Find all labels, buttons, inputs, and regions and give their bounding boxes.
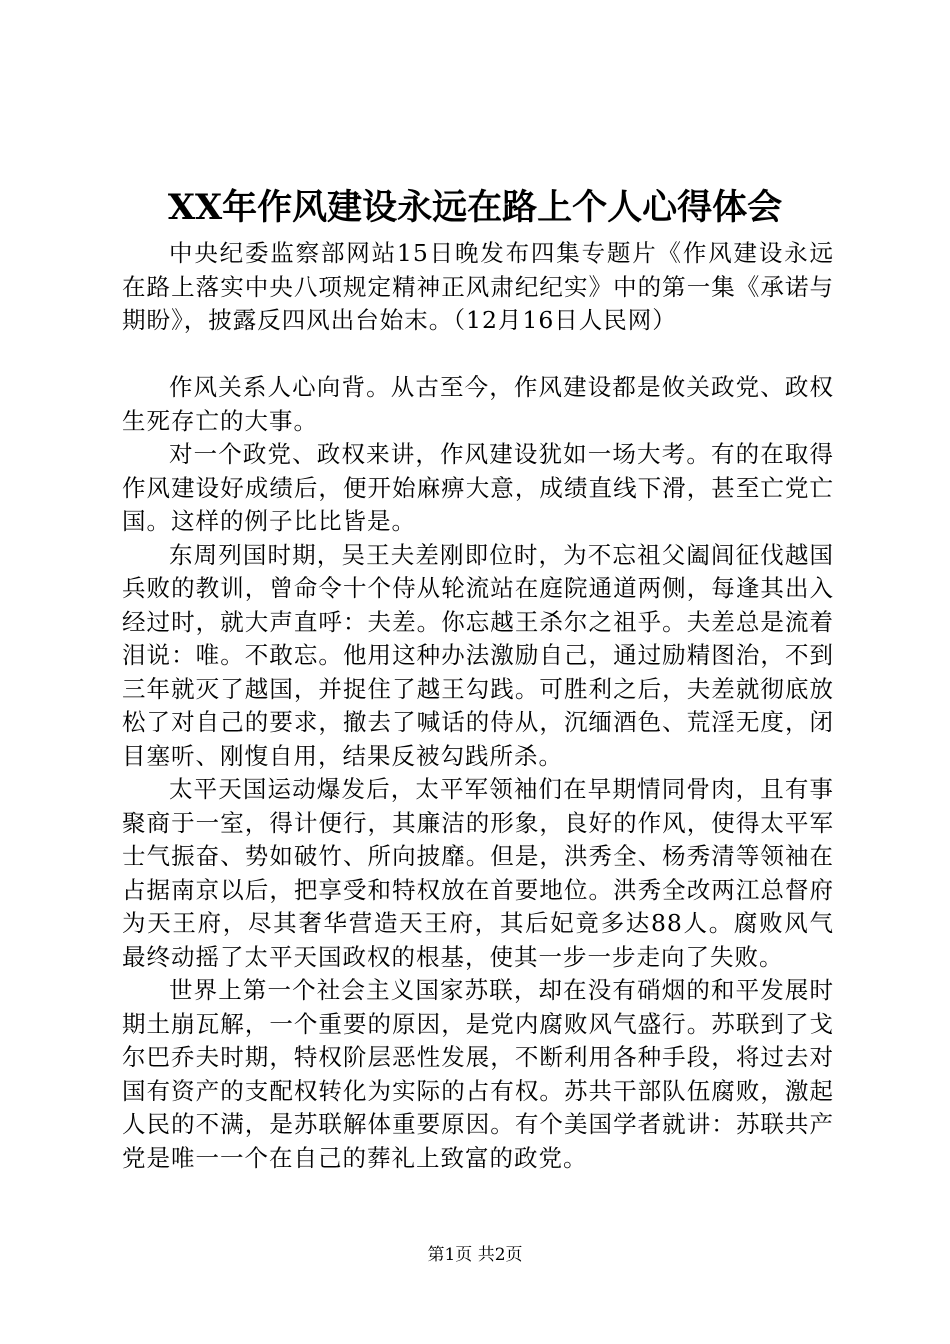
- paragraph-intro: 中央纪委监察部网站15日晚发布四集专题片《作风建设永远在路上落实中央八项规定精神正风肃纪纪实》中的第一集《承诺与期盼》，披露反四风出台始末。（12月16日人民网）: [122, 239, 834, 334]
- page-number-footer: 第1页 共2页: [427, 1245, 523, 1265]
- paragraph-fuchai: 东周列国时期，吴王夫差刚即位时，为不忘祖父阖闾征伐越国兵败的教训，曾命令十个侍从轮流站在庭院通道两侧，每逢其出入经过时，就大声直呼：夫差。你忘越王杀尔之祖乎。夫差总是流着泪说：唯。不敢忘。他用这种办法激励自己，通过励精图治，不到三年就灭了越国，并捉住了越王勾践。可胜利之后，夫差就彻底放松了对自己的要求，撤去了喊话的侍从，沉缅酒色、荒淫无度，闭目塞听、刚愎自用，结果反被勾践所杀。: [122, 540, 834, 770]
- document-body: [122, 237, 834, 1175]
- paragraph-soviet: 世界上第一个社会主义国家苏联，却在没有硝烟的和平发展时期土崩瓦解，一个重要的原因，是党内腐败风气盛行。苏联到了戈尔巴乔夫时期，特权阶层恶性发展，不断利用各种手段，将过去对国有资产的支配权转化为实际的占有权。苏共干部队伍腐败，激起人民的不满，是苏联解体重要原因。有个美国学者就讲：苏联共产党是唯一一个在自己的葬礼上致富的政党。: [122, 976, 834, 1172]
- document-title: XX年作风建设永远在路上个人心得体会: [167, 187, 783, 228]
- paragraph-big-exam: 对一个政党、政权来讲，作风建设犹如一场大考。有的在取得作风建设好成绩后，便开始麻痹大意，成绩直线下滑，甚至亡党亡国。这样的例子比比皆是。: [122, 440, 834, 535]
- paragraph-taiping: 太平天国运动爆发后，太平军领袖们在早期情同骨肉，且有事聚商于一室，得计便行，其廉洁的形象，良好的作风，使得太平军士气振奋、势如破竹、所向披靡。但是，洪秀全、杨秀清等领袖在占据南京以后，把享受和特权放在首要地位。洪秀全改两江总督府为天王府，尽其奢华营造天王府，其后妃竟多达88人。腐败风气最终动摇了太平天国政权的根基，使其一步一步走向了失败。: [122, 775, 834, 971]
- paragraph-spacer: [122, 338, 834, 372]
- paragraph-style-matters: 作风关系人心向背。从古至今，作风建设都是攸关政党、政权生死存亡的大事。: [122, 373, 834, 435]
